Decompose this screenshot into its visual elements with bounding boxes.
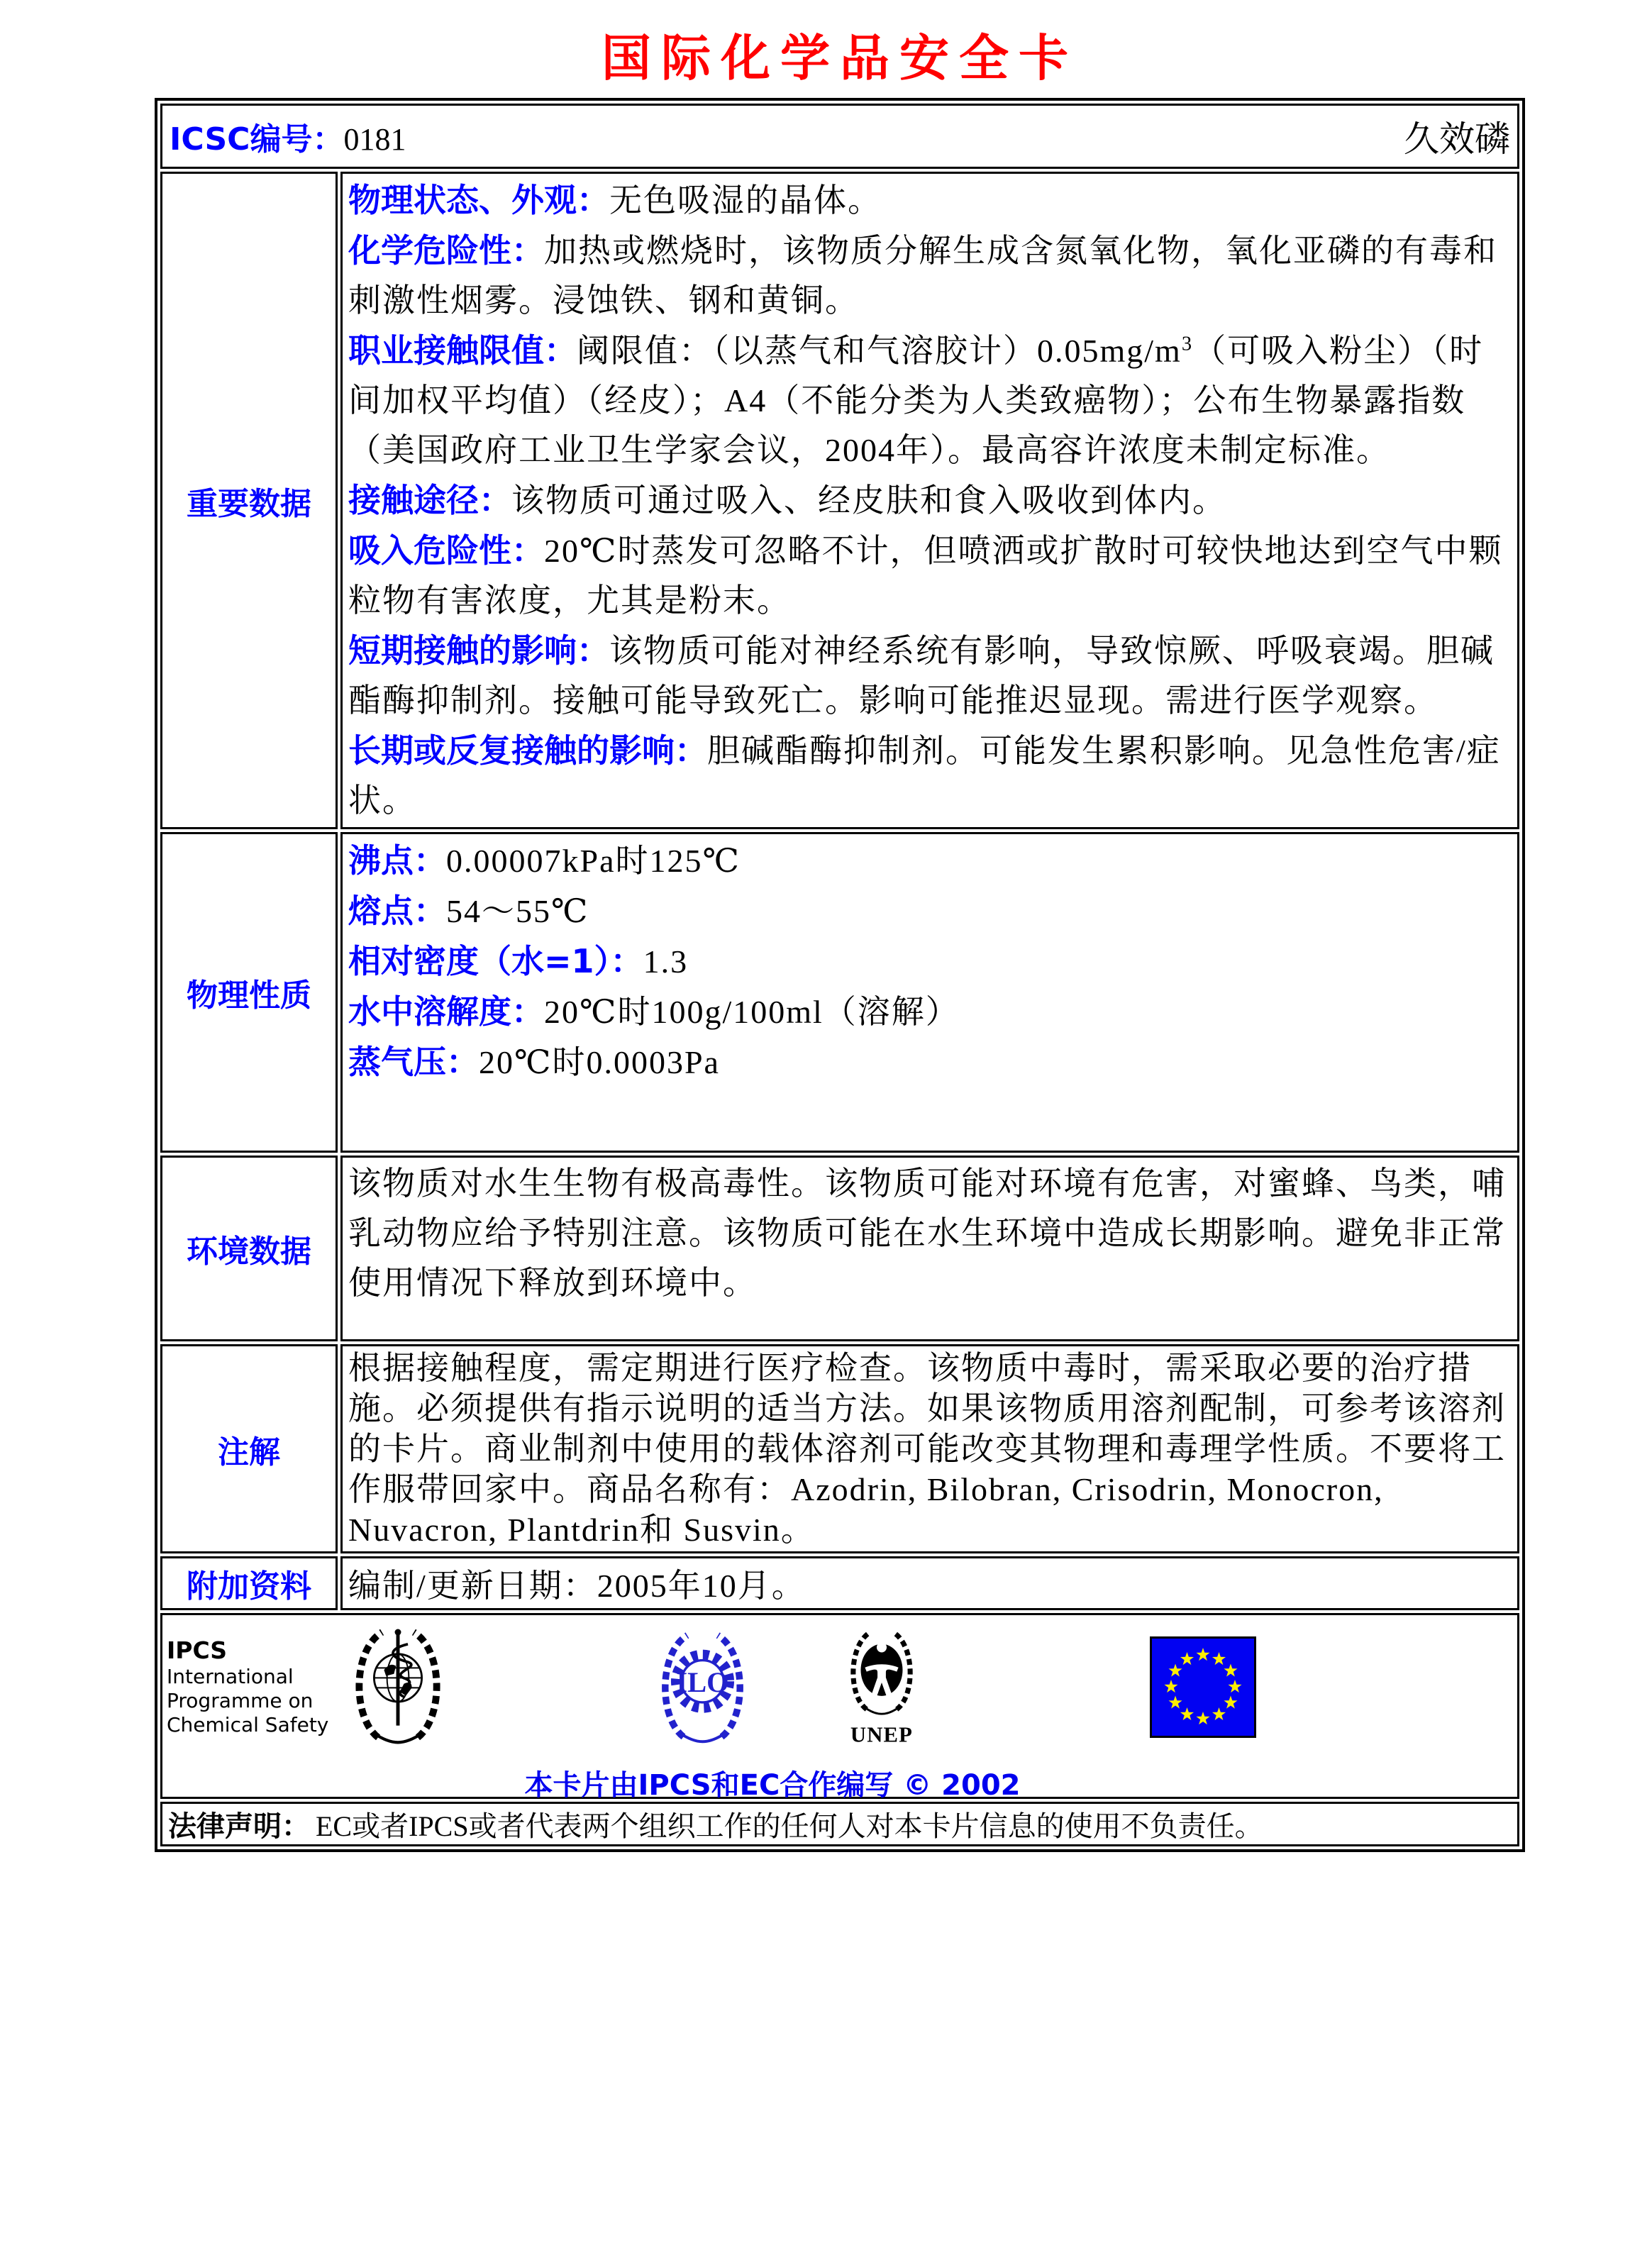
data-line-exposure-routes (348, 475, 1512, 526)
unep-logo (840, 1622, 924, 1748)
section-content-environmental-data (340, 1156, 1519, 1341)
ipcs-text-block (167, 1636, 328, 1737)
data-line-chemical-danger (348, 226, 1512, 326)
update-date-text: 编制/更新日期：2005年10月。 (348, 1568, 806, 1604)
icsc-number-label: ICSC编号： (170, 121, 344, 157)
section-label-text: 物理性质 (187, 977, 311, 1014)
ilo-letters: ILO (676, 1666, 729, 1699)
field-value: 0.00007kPa时125℃ (446, 843, 741, 879)
field-label: 化学危险性： (348, 231, 544, 270)
section-content-physical-properties (340, 832, 1519, 1153)
legal-row (160, 1802, 1519, 1846)
section-label-physical-properties (160, 832, 338, 1153)
ilo-logo (655, 1624, 750, 1751)
property-melting-point (348, 886, 1512, 936)
field-label: 蒸气压： (348, 1043, 479, 1081)
property-boiling-point (348, 836, 1512, 886)
legal-label: 法律声明： (168, 1810, 310, 1843)
field-value: 该物质可能对神经系统有影响，导致惊厥、呼吸衰竭。胆碱酯酶抑制剂。接触可能导致死亡。影响可能推迟显现。需进行医学观察。 (348, 633, 1495, 719)
data-line-long-term-effects (348, 726, 1512, 826)
section-label-environmental-data (160, 1156, 338, 1341)
ipcs-line: Chemical Safety (167, 1713, 329, 1736)
data-line-physical-state (348, 175, 1512, 226)
superscript-3: 3 (1181, 333, 1194, 355)
chemical-name: 久效磷 (1404, 119, 1510, 159)
property-vapor-pressure (348, 1037, 1512, 1087)
ipcs-line: International (167, 1665, 294, 1688)
section-label-text: 环境数据 (187, 1234, 311, 1270)
section-content-important-data (340, 172, 1519, 829)
data-line-inhalation-risk (348, 526, 1512, 626)
credit-line: 本卡片由IPCS和EC合作编写 © 2002 (524, 1769, 1021, 1802)
field-label: 长期或反复接触的影响： (348, 731, 707, 770)
section-content-additional-info (340, 1556, 1519, 1610)
environmental-text: 该物质对水生生物有极高毒性。该物质可能对环境有危害，对蜜蜂、鸟类，哺乳动物应给予特别注意。该物质可能在水生环境中造成长期影响。避免非正常使用情况下释放到环境中。 (348, 1165, 1506, 1301)
section-label-text: 附加资料 (187, 1568, 311, 1605)
field-label: 职业接触限值： (348, 331, 577, 370)
field-label: 接触途径： (348, 481, 511, 519)
field-label: 短期接触的影响： (348, 631, 609, 670)
field-label: 水中溶解度： (348, 992, 544, 1031)
field-value: 54～55℃ (446, 893, 589, 929)
header-row (160, 104, 1519, 169)
section-label-text: 重要数据 (187, 485, 311, 522)
page-title: 国际化学品安全卡 (602, 32, 1078, 87)
field-value: 20℃时0.0003Pa (479, 1044, 720, 1080)
field-label: 熔点： (348, 892, 446, 930)
eu-flag (1150, 1636, 1256, 1738)
legal-text: EC或者IPCS或者代表两个组织工作的任何人对本卡片信息的使用不负责任。 (316, 1810, 1263, 1842)
unep-letters: UNEP (850, 1722, 914, 1747)
section-label-text: 注解 (218, 1434, 280, 1470)
ipcs-line: Programme on (167, 1689, 314, 1712)
ipcs-title: IPCS (167, 1636, 228, 1664)
field-value: 无色吸湿的晶体。 (609, 182, 882, 218)
section-content-notes (340, 1344, 1519, 1553)
section-label-additional-info (160, 1556, 338, 1610)
field-value: 该物质可通过吸入、经皮肤和食入吸收到体内。 (511, 482, 1226, 519)
section-label-notes (160, 1344, 338, 1553)
field-value: 20℃时蒸发可忽略不计，但喷洒或扩散时可较快地达到空气中颗粒物有害浓度，尤其是粉末。 (348, 533, 1503, 619)
notes-text: 根据接触程度，需定期进行医疗检查。该物质中毒时，需采取必要的治疗措施。必须提供有指示说明的适当方法。如果该物质用溶剂配制，可参考该溶剂的卡片。商业制剂中使用的载体溶剂可能改变其物理和毒理学性质。不要将工作服带回家中。商品名称有：Azodrin, Bilobran, Crisodrin, Monocron, Nuvacron, Plantdrin和 Susvin。 (348, 1350, 1506, 1548)
field-label: 沸点： (348, 841, 446, 880)
property-water-solubility (348, 987, 1512, 1037)
icsc-number-group (170, 113, 406, 159)
field-label: 吸入危险性： (348, 531, 544, 570)
icsc-card (155, 98, 1525, 1852)
data-line-occupational-limits (348, 326, 1512, 475)
icsc-number-value: 0181 (343, 122, 406, 157)
field-value: 胆碱酯酶抑制剂。可能发生累积影响。见急性危害/症状。 (348, 733, 1501, 819)
field-label: 物理状态、外观： (348, 181, 609, 219)
section-label-important-data (160, 172, 338, 829)
field-label: 相对密度（水=1）： (348, 942, 643, 980)
field-value: 阈限值：（以蒸气和气溶胶计）0.05mg/m (577, 333, 1182, 369)
field-value: 20℃时100g/100ml（溶解） (544, 994, 960, 1030)
data-line-short-term-effects (348, 626, 1512, 726)
field-value: 1.3 (643, 943, 689, 980)
footer-row (160, 1613, 1519, 1802)
field-value: （可吸入粉尘）（时间加权平均值）（经皮）；A4（不能分类为人类致癌物）；公布生物暴露指数（美国政府工业卫生学家会议，2004年）。最高容许浓度未制定标准。 (348, 333, 1484, 468)
field-value: 加热或燃烧时，该物质分解生成含氮氧化物，氧化亚磷的有毒和刺激性烟雾。浸蚀铁、钢和黄铜。 (348, 233, 1497, 318)
who-logo (348, 1622, 448, 1751)
property-relative-density (348, 936, 1512, 987)
